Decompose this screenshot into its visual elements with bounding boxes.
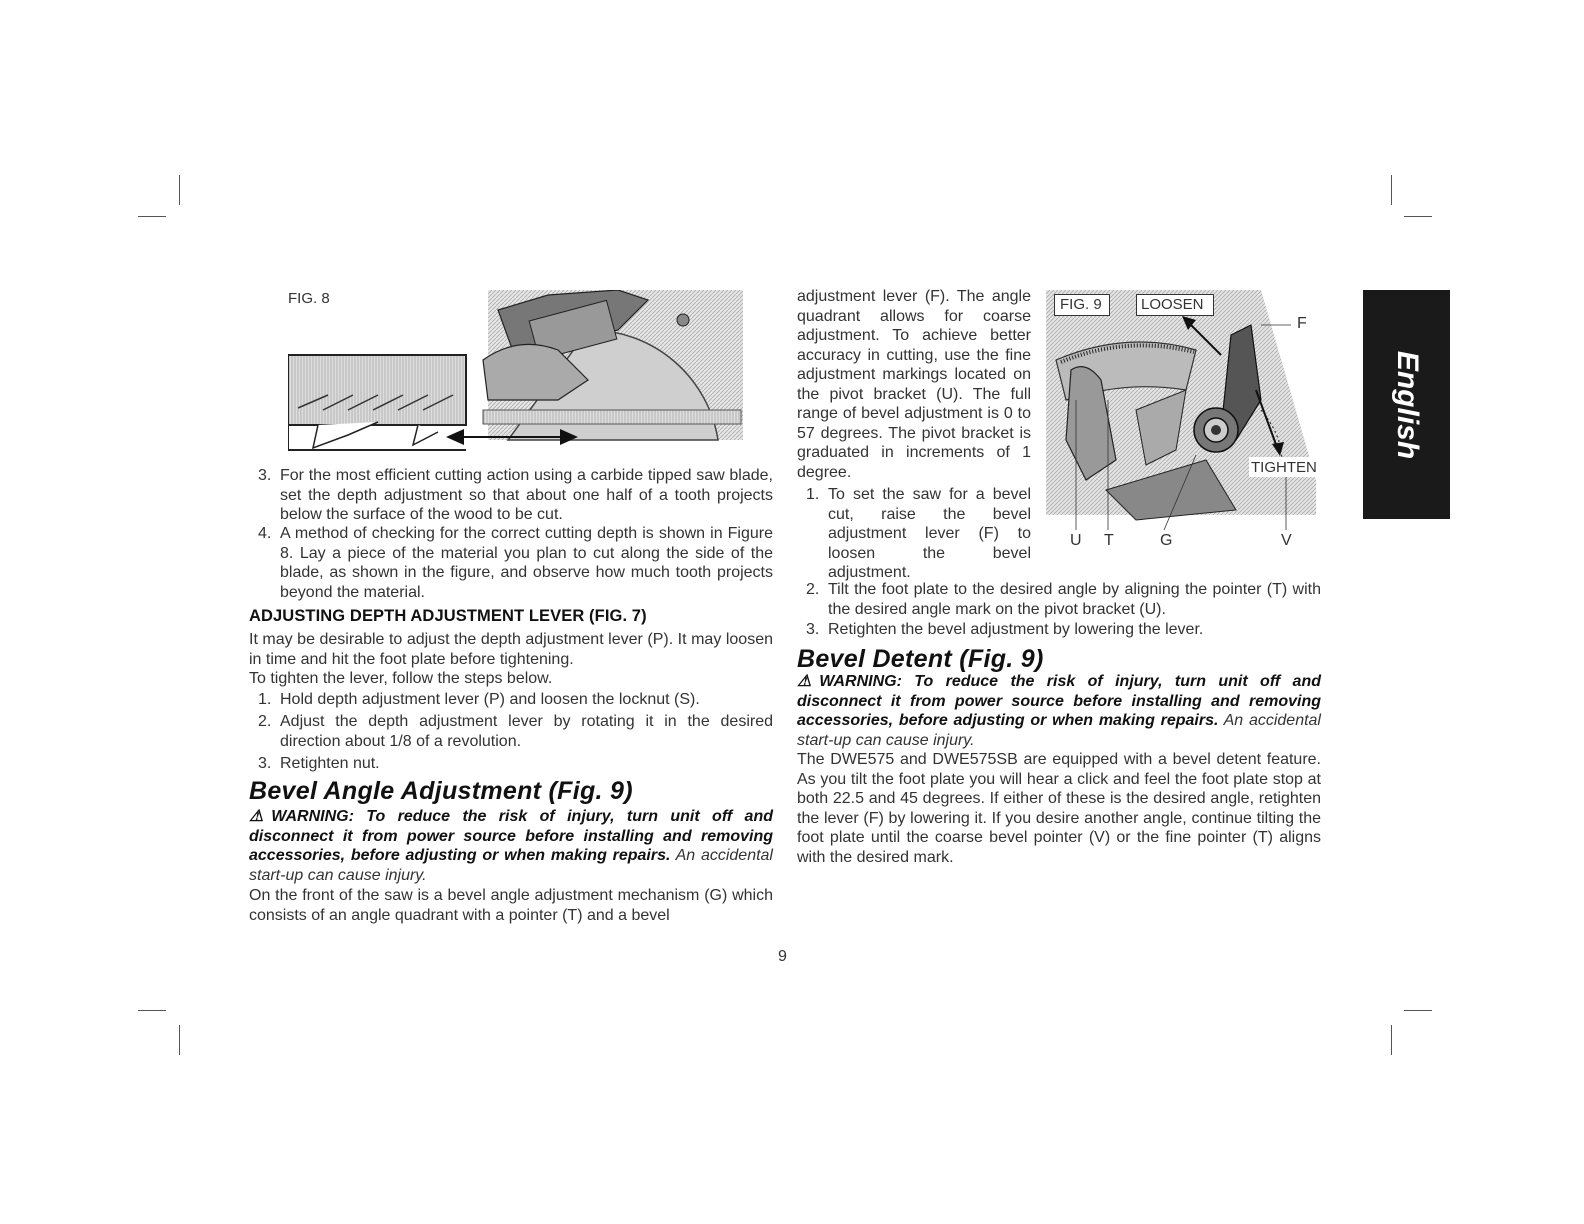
callout-t: T <box>1104 532 1114 549</box>
list-item: 1. To set the saw for a bevel cut, raise the bevel adjustment lever (F) to loosen the bevel adjustment. <box>806 486 1031 581</box>
list-item: 3. Retighten the bevel adjustment by lowering the lever. <box>806 621 1204 638</box>
warning-block <box>797 672 1321 750</box>
list-item: 3. Retighten nut. <box>258 755 380 772</box>
crop-mark <box>1404 216 1432 217</box>
callout-f: F <box>1297 315 1307 332</box>
fig9-label: FIG. 9 <box>1060 296 1102 313</box>
crop-mark <box>1391 1025 1392 1055</box>
crop-mark <box>138 1010 166 1011</box>
callout-u: U <box>1070 532 1082 549</box>
loosen-label: LOOSEN <box>1141 296 1204 313</box>
list-item: 3. For the most efficient cutting action using a carbide tipped saw blade, set the depth adjustment so that about one half of a tooth projects below the surface of the wood to be cut. <box>258 467 773 523</box>
language-tab-label: English <box>1390 350 1424 459</box>
bevel-angle-paragraph: On the front of the saw is a bevel angle adjustment mechanism (G) which consists of an angle quadrant with a pointer (T) and a bevel <box>249 887 773 924</box>
crop-mark <box>1391 175 1392 205</box>
lever-paragraph-2: To tighten the lever, follow the steps below. <box>249 670 553 687</box>
detent-paragraph: The DWE575 and DWE575SB are equipped with a bevel detent feature. As you tilt the foot plate you will hear a click and feel the foot plate stop at both 22.5 and 45 degrees. If either of these is the desired angle, retighten the lever (F) by lowering it. If you desire another angle, continue tilting the foot plate until the coarse bevel pointer (V) or the fine pointer (T) aligns with the desired mark. <box>797 751 1321 866</box>
crop-mark <box>138 216 166 217</box>
callout-v: V <box>1281 532 1292 549</box>
crop-mark <box>179 175 180 205</box>
continued-paragraph: adjustment lever (F). The angle quadrant allows for coarse adjustment. To achieve better accuracy in cutting, use the fine adjustment markings located on the pivot bracket (U). The full range of bevel adjustment is 0 to 57 degrees. The pivot bracket is graduated in increments of 1 degree. <box>797 288 1031 481</box>
warning-tail: An accidental start-up can cause injury. <box>249 847 773 884</box>
warning-text: ⚠WARNING: To reduce the risk of injury, turn unit off and disconnect it from power source before installing and removing accessories, before adjusting or when making repairs. <box>249 808 773 864</box>
list-item: 1. Hold depth adjustment lever (P) and loosen the locknut (S). <box>258 691 700 708</box>
bevel-detent-heading: Bevel Detent (Fig. 9) <box>797 645 1044 673</box>
lever-paragraph: It may be desirable to adjust the depth adjustment lever (P). It may loosen in time and hit the foot plate before tightening. <box>249 631 773 668</box>
crop-mark <box>179 1025 180 1055</box>
warning-tail: An accidental start-up can cause injury. <box>797 712 1321 749</box>
bevel-angle-heading: Bevel Angle Adjustment (Fig. 9) <box>249 777 633 805</box>
warning-block <box>249 807 773 885</box>
warning-text: ⚠WARNING: To reduce the risk of injury, turn unit off and disconnect it from power source before installing and removing accessories, before adjusting or when making repairs. <box>797 673 1321 729</box>
fig9-illustration <box>1046 290 1321 535</box>
crop-mark <box>1404 1010 1432 1011</box>
list-item: 2. Tilt the foot plate to the desired angle by aligning the pointer (T) with the desired angle mark on the pivot bracket (U). <box>806 581 1321 618</box>
lever-heading: ADJUSTING DEPTH ADJUSTMENT LEVER (FIG. 7) <box>249 607 647 625</box>
list-item: 4. A method of checking for the correct cutting depth is shown in Figure 8. Lay a piece of the material you plan to cut along the side of the blade, as shown in the figure, and observe how much tooth projects beyond the material. <box>258 525 773 601</box>
page-number: 9 <box>778 948 787 965</box>
tighten-label: TIGHTEN <box>1251 459 1317 476</box>
fig8-label: FIG. 8 <box>288 290 330 307</box>
callout-g: G <box>1160 532 1173 549</box>
language-tab <box>1363 290 1450 519</box>
list-item: 2. Adjust the depth adjustment lever by rotating it in the desired direction about 1/8 of a revolution. <box>258 713 773 750</box>
fig8-illustration <box>288 290 748 460</box>
